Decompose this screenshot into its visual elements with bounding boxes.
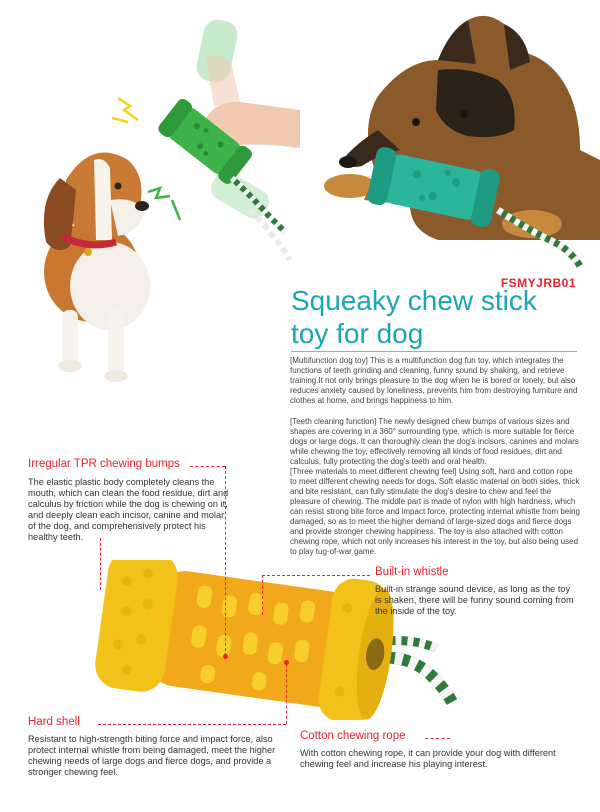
feature-bumps-title: Irregular TPR chewing bumps [28,458,180,470]
whistle-leader-line-vertical [262,575,263,615]
description-materials: [Three materials to meet different chewing feel] Using soft, hard and cotton rope to meet different chewing needs for dogs. Soft elastic material on both sides, thick and bite resistant, can fully stimulate the dog's desire to chew and feel the pleasure of chewing. The middle part is made of nylon with high hardness, which can resist strong bite force and impact force, protecting internal whistle from being damaged, so as to meet the higher demand of large-sized dogs and fierce dogs and provide stronger chewing happiness. The toy is also attached with cotton chewing rope, which not only increases his interest in the toy, but also being used to play tug-of-war game. [290,467,580,556]
feature-shell-title: Hard shell [28,716,80,728]
rope-leader-line [425,738,450,739]
feature-whistle-title: Built-in whistle [375,566,449,578]
title-divider [291,351,577,352]
description-teeth-cleaning: [Teeth cleaning function] The newly designed chew bumps of various sizes and shapes are covering in a 360° surrounding type, which is more suitable for fierce dogs or large dogs. It can thoroughly clean the dog's incisors, canines and molars while chewing the toy, effectively removing all kinds of food residues, dirt and calculus, fully protecting the dog's teeth and oral health. [290,417,579,466]
product-model-code: FSMYJRB01 [500,276,576,290]
bumps-leader-line-left [100,538,101,590]
feature-bumps-body: The elastic plastic body completely cleans the mouth, which can clean the food residue, dirt and calculus by friction while the dog is chewing on it, and deeply clean each incisor, canine and molar of the dog, and comprehensively protect his healthy teeth. [28,477,229,542]
product-title-line2: toy for dog [291,318,424,349]
product-title [291,284,591,350]
description-multifunction: [Multifunction dog toy] This is a multifunction dog fun toy, which integrates the functions of teeth grinding and cleaning, funny sound by shaking, and retrieve training.It not only brings pleasure to the dog when he is bored or lonely, but also reduces anxiety caused by loneliness, prevents him from destroying furniture and clothes at home, and brings happiness to him. [290,356,578,405]
bumps-leader-line [190,466,225,467]
beagle-photo [0,10,300,390]
feature-rope-title: Cotton chewing rope [300,730,406,742]
shepherd-photo [318,10,600,278]
feature-whistle-body: Built-in strange sound device, as long as the toy is shaken, there will be funny sound coming from the inside of the toy. [375,584,574,616]
product-title-line1: Squeaky chew stick [291,285,537,316]
whistle-leader-line [262,575,370,576]
shell-leader-dot [284,660,289,665]
shell-leader-line [98,724,286,725]
bumps-leader-dot [223,654,228,659]
shell-leader-line-vertical [286,664,287,724]
feature-rope-body: With cotton chewing rope, it can provide your dog with different chewing feel and increase his playing interest. [300,748,556,769]
feature-shell-body: Resistant to high-strength biting force and impact force, also protect internal whistle from being damaged, meet the higher chewing needs of large dogs and fierce dogs, and provide a stronger chewing feel. [28,734,276,777]
